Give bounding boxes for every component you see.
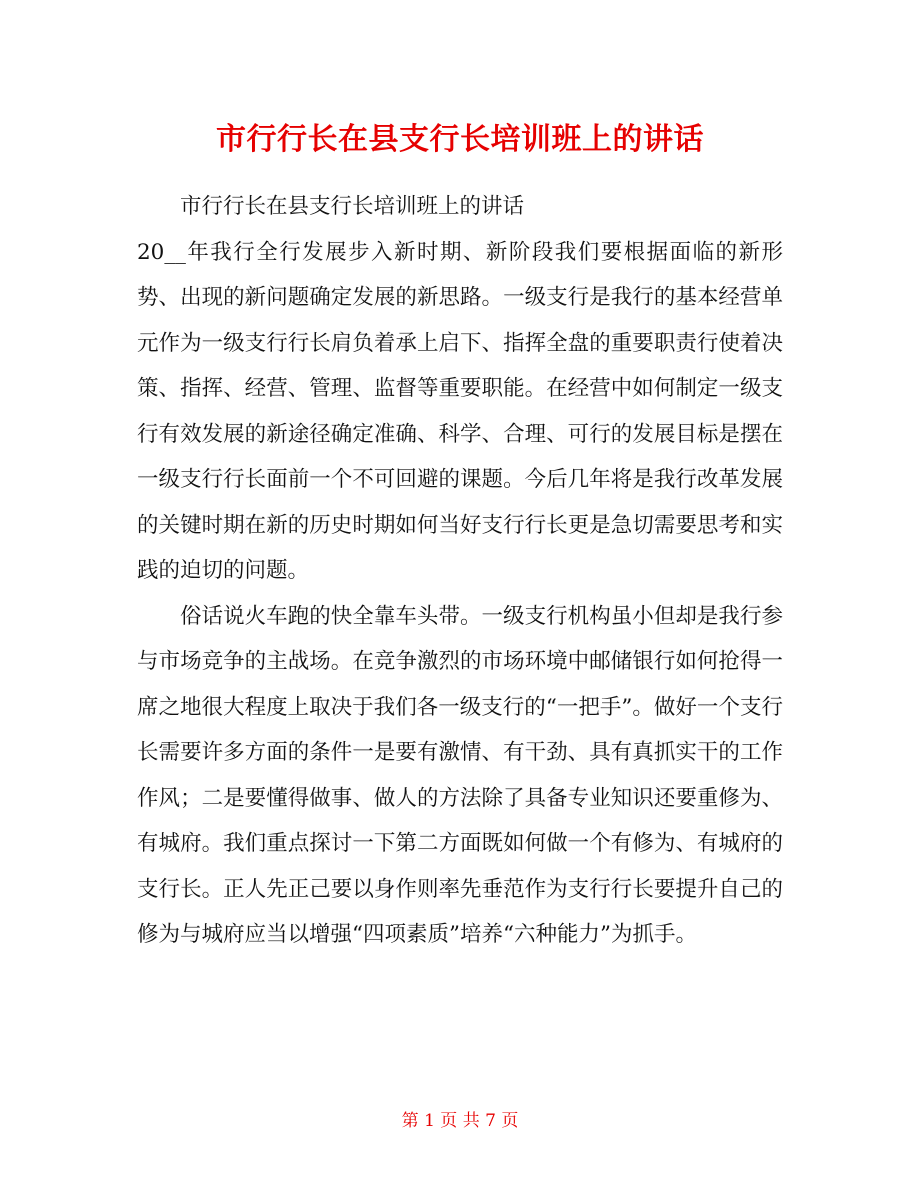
document-title: 市行行长在县支行长培训班上的讲话 xyxy=(216,122,704,157)
page-number-footer: 第 1 页 共 7 页 xyxy=(401,1111,519,1131)
document-body xyxy=(137,184,783,958)
paragraph-1: 20__年我行全行发展步入新时期、新阶段我们要根据面临的新形势、出现的新问题确定发展的新思路。一级支行是我行的基本经营单元作为一级支行行长肩负着承上启下、指挥全盘的重要职责行使着决策、指挥、经营、管理、监督等重要职能。在经营中如何制定一级支行有效发展的新途径确定准确、科学、合理、可行的发展目标是摆在一级支行行长面前一个不可回避的课题。今后几年将是我行改革发展的关键时期在新的历史时期如何当好支行行长更是急切需要思考和实践的迫切的问题。 xyxy=(137,239,783,583)
paragraph-2: 俗话说火车跑的快全靠车头带。一级支行机构虽小但却是我行参与市场竞争的主战场。在竞争激烈的市场环境中邮储银行如何抢得一席之地很大程度上取决于我们各一级支行的“一把手”。做好一个支行长需要许多方面的条件一是要有激情、有干劲、具有真抓实干的工作作风；二是要懂得做事、做人的方法除了具备专业知识还要重修为、有城府。我们重点探讨一下第二方面既如何做一个有修为、有城府的支行长。正人先正己要以身作则率先垂范作为支行行长要提升自己的修为与城府应当以增强“四项素质”培养“六种能力”为抓手。 xyxy=(137,603,783,947)
paragraph-heading: 市行行长在县支行长培训班上的讲话 xyxy=(180,194,525,219)
